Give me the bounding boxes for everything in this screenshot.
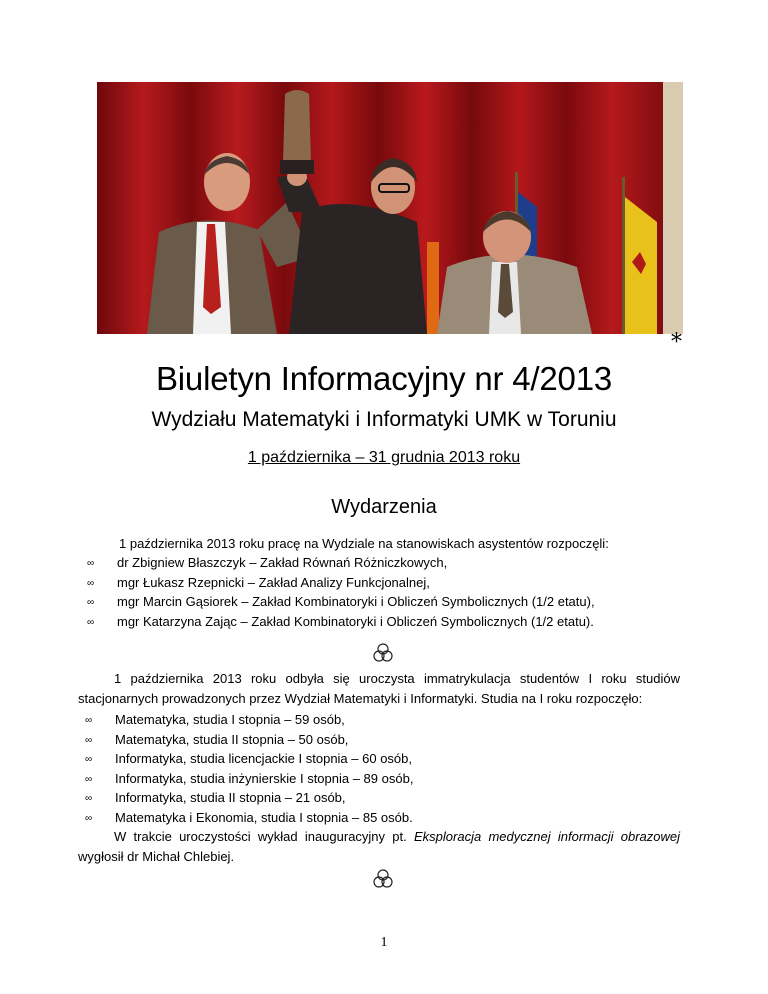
infinity-bullet-icon: ∞ bbox=[85, 715, 93, 726]
section-title: Wydarzenia bbox=[331, 496, 437, 518]
list-item: ∞ Matematyka i Ekonomia, studia I stopnia – 85 osób. bbox=[115, 808, 413, 828]
list-item: ∞ dr Zbigniew Błaszczyk – Zakład Równań Różniczkowych, bbox=[117, 553, 595, 573]
event1-intro: 1 października 2013 roku pracę na Wydziale na stanowiskach asystentów rozpoczęli: bbox=[119, 536, 609, 551]
infinity-bullet-icon: ∞ bbox=[85, 793, 93, 805]
footnote-asterisk: * bbox=[671, 330, 682, 355]
list-item: ∞ Informatyka, studia II stopnia – 21 osób, bbox=[115, 788, 413, 808]
infinity-bullet-icon: ∞ bbox=[87, 558, 95, 569]
first-year-students-list bbox=[85, 710, 414, 828]
page-number: 1 bbox=[380, 935, 388, 950]
new-assistants-list bbox=[87, 553, 595, 631]
infinity-bullet-icon: ∞ bbox=[85, 754, 93, 766]
infinity-bullet-icon: ∞ bbox=[85, 773, 93, 785]
infinity-bullet-icon: ∞ bbox=[87, 597, 95, 609]
trefoil-knot-icon bbox=[372, 642, 394, 664]
trefoil-knot-icon bbox=[372, 868, 394, 890]
infinity-bullet-icon: ∞ bbox=[85, 812, 93, 824]
infinity-bullet-icon: ∞ bbox=[85, 734, 93, 746]
list-item: ∞ Matematyka, studia I stopnia – 59 osób, bbox=[115, 710, 413, 730]
event2-lecture: W trakcie uroczystości wykład inauguracyjny pt. Eksploracja medycznej informacji obrazowej wygłosił dr Michał Chlebiej. bbox=[78, 829, 680, 864]
list-item: ∞ mgr Katarzyna Zając – Zakład Kombinatoryki i Obliczeń Symbolicznych (1/2 etatu). bbox=[117, 612, 595, 632]
bulletin-title: Biuletyn Informacyjny nr 4/2013 bbox=[155, 360, 613, 397]
infinity-bullet-icon: ∞ bbox=[87, 616, 95, 628]
list-item: ∞ Informatyka, studia inżynierskie I stopnia – 89 osób, bbox=[115, 769, 413, 789]
lecture-title: Eksploracja medycznej informacji obrazowej bbox=[414, 829, 680, 844]
list-item: ∞ mgr Marcin Gąsiorek – Zakład Kombinatoryki i Obliczeń Symbolicznych (1/2 etatu), bbox=[117, 592, 595, 612]
bulletin-period: 1 października – 31 grudnia 2013 roku bbox=[247, 449, 521, 466]
award-ceremony-photo bbox=[97, 82, 683, 334]
event2-intro: 1 października 2013 roku odbyła się uroczysta immatrykulacja studentów I roku studiów stacjonarnych prowadzonych przez Wydział Matematyki i Informatyki. Studia na I roku rozpoczęło: bbox=[78, 671, 680, 706]
list-item: ∞ Matematyka, studia II stopnia – 50 osób, bbox=[115, 730, 413, 750]
list-item: ∞ Informatyka, studia licencjackie I stopnia – 60 osób, bbox=[115, 749, 413, 769]
bulletin-subtitle: Wydziału Matematyki i Informatyki UMK w Toruniu bbox=[151, 408, 617, 431]
infinity-bullet-icon: ∞ bbox=[87, 577, 95, 589]
list-item: ∞ mgr Łukasz Rzepnicki – Zakład Analizy Funkcjonalnej, bbox=[117, 573, 595, 593]
